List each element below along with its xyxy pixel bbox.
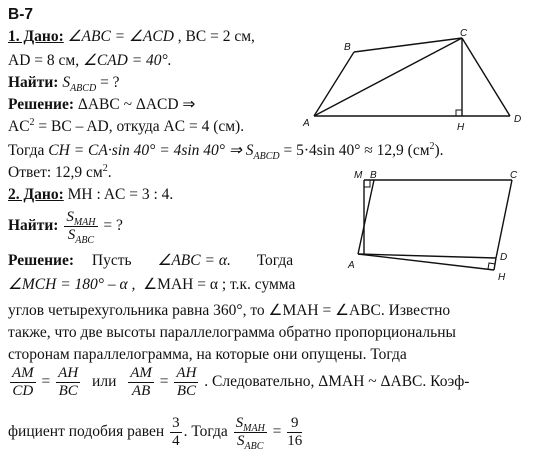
p2-frac-ah-bc — [56, 365, 80, 400]
p1-ad-line — [8, 52, 172, 70]
p2-result-ratio — [234, 415, 267, 450]
fig2-right-angle-m — [364, 180, 370, 187]
p1-area-end: ). — [434, 142, 444, 159]
p2-given-label: 2. Дано: — [8, 186, 64, 203]
variant-title: В-7 — [8, 6, 33, 23]
fig1-label-h: H — [457, 122, 465, 133]
p1-find-sub: ABCD — [70, 83, 97, 95]
p1-then-line — [8, 140, 444, 163]
p1-find-label: Найти: — [8, 74, 59, 91]
p2-res-num-sub: MAH — [243, 422, 265, 434]
fig1-label-a: A — [303, 118, 310, 129]
p2-given: MH : AC = 3 : 4. — [67, 186, 174, 203]
p2-mch: ∠MCH = 180° – α , — [8, 276, 136, 293]
p2-text-line1: углов четырехугольника равна 360°, то ∠MAH = ∠ABC. Известно — [8, 302, 451, 319]
p2-find-label: Найти: — [8, 217, 59, 234]
p2-frac1-den: CD — [12, 382, 34, 399]
p2-res-den: S — [237, 432, 245, 449]
p2-conclusion: . Следовательно, ΔMAH ~ ΔABC. Коэф- — [204, 373, 470, 390]
fig2-label-d: D — [500, 252, 508, 263]
p2-let: Пусть — [91, 252, 132, 269]
p1-then-sub: ABCD — [253, 151, 280, 163]
p1-solution-label: Решение: — [8, 96, 75, 113]
p2-frac2-den: BC — [58, 382, 78, 399]
p2-frac3-den: AB — [131, 382, 151, 399]
p1-given-line — [8, 28, 255, 46]
p2-frac-ah-bc-2 — [174, 365, 198, 400]
p1-bc: , BC = 2 см, — [177, 28, 255, 45]
fig2-side-ab — [358, 180, 374, 254]
p1-ad: AD = 8 см, — [8, 52, 80, 69]
p1-solution-line — [8, 96, 195, 114]
p2-frac4-den: BC — [176, 382, 196, 399]
fig2-label-b: B — [370, 170, 377, 181]
fig2-side-cd — [496, 180, 512, 258]
p2-eq1: = — [41, 373, 51, 390]
p2-frac4-num: AH — [176, 364, 197, 381]
p2-find-den: S — [67, 226, 76, 243]
p1-given-label: 1. Дано: — [8, 28, 64, 45]
p1-answer-text: Ответ: 12,9 см — [8, 164, 103, 181]
p1-ac2-sup: 2 — [29, 116, 35, 128]
figure-parallelogram — [340, 168, 530, 288]
p2-frac-am-ab — [128, 365, 154, 400]
p2-coef-den: 4 — [172, 432, 180, 449]
p1-ac2: AC — [8, 118, 30, 135]
fig2-label-h: H — [498, 272, 506, 283]
p2-res-value-den: 16 — [287, 432, 303, 449]
p1-cad: ∠CAD = 40°. — [82, 52, 172, 69]
p2-or: или — [92, 373, 117, 390]
p1-find-line — [8, 74, 120, 95]
p2-frac1-num: AM — [12, 364, 34, 381]
p2-find-line — [8, 206, 123, 246]
fig2-label-m: M — [354, 170, 363, 181]
p2-frac3-num: AM — [130, 364, 152, 381]
p1-answer-sup: 2 — [102, 162, 108, 174]
p1-similar: ΔABC ~ ΔACD ⇒ — [77, 96, 196, 113]
fig1-right-angle — [456, 110, 462, 116]
p1-then: Тогда — [8, 142, 49, 159]
p1-ac2-rest: = BC – AD, откуда AC = 4 (см). — [34, 118, 245, 135]
p2-eq2: = — [159, 373, 169, 390]
p2-given-line — [8, 186, 173, 204]
fig1-label-d: D — [514, 114, 522, 125]
p2-coef-text: фициент подобия равен — [8, 423, 165, 440]
p1-answer — [8, 164, 112, 182]
p2-solution-label: Решение: — [8, 252, 75, 269]
p1-ch-formula: CH = CA·sin 40° = 4sin 40° ⇒ S — [48, 142, 254, 159]
p2-then: Тогда — [256, 252, 294, 269]
p2-text-line2: также, что две высоты параллелограмма обратно пропорциональны — [8, 324, 456, 341]
p2-angle-abc: ∠ABC = α. — [157, 252, 231, 269]
p1-answer-end: . — [107, 164, 112, 181]
p2-mah: ∠MAH = α ; т.к. сумма — [143, 276, 296, 293]
p2-coef-num: 3 — [172, 414, 180, 431]
fig1-side-cd — [462, 38, 510, 116]
p2-res-den-sub: ABC — [244, 440, 264, 452]
p2-coef-line — [8, 410, 304, 454]
p2-res-eq: = — [272, 423, 282, 440]
p2-find-num: S — [66, 208, 74, 225]
fig2-label-c: C — [510, 170, 518, 181]
p2-res-num: S — [235, 414, 244, 431]
p1-find-rest: = ? — [96, 74, 120, 91]
p2-angles-line — [8, 276, 295, 294]
p2-result-value — [287, 415, 302, 450]
p1-ac-line — [8, 118, 244, 136]
p1-area: = 5·4sin 40° ≈ 12,9 (см — [279, 142, 430, 159]
p2-solution-line — [8, 252, 293, 270]
p2-find-num-sub: MAH — [73, 216, 96, 228]
p2-res-value-num: 9 — [287, 415, 302, 433]
fig1-side-bc — [354, 38, 462, 52]
p1-area-sup: 2 — [429, 140, 435, 152]
p2-find-rest: = ? — [103, 217, 123, 234]
fig2-label-a: A — [348, 260, 355, 271]
p2-text-line3: сторонам параллелограмма, на которые они опущены. Тогда — [8, 346, 407, 363]
p2-frac-am-cd — [10, 365, 36, 400]
p1-given-angles: ∠ABC = ∠ACD — [67, 28, 174, 45]
fig1-side-ab — [314, 52, 354, 116]
p2-coef-then: . Тогда — [183, 423, 228, 440]
p2-coef-fraction — [170, 415, 182, 450]
fig1-label-c: C — [460, 28, 468, 39]
p2-frac2-num: AH — [58, 364, 79, 381]
figure-trapezoid — [300, 28, 540, 134]
fig1-label-b: B — [344, 42, 351, 53]
p1-find-s: S — [62, 74, 71, 91]
p2-proportion-line — [8, 362, 469, 402]
fig1-diagonal-ac — [314, 38, 462, 116]
p2-find-den-sub: ABC — [75, 234, 95, 246]
p2-find-fraction — [64, 209, 97, 244]
